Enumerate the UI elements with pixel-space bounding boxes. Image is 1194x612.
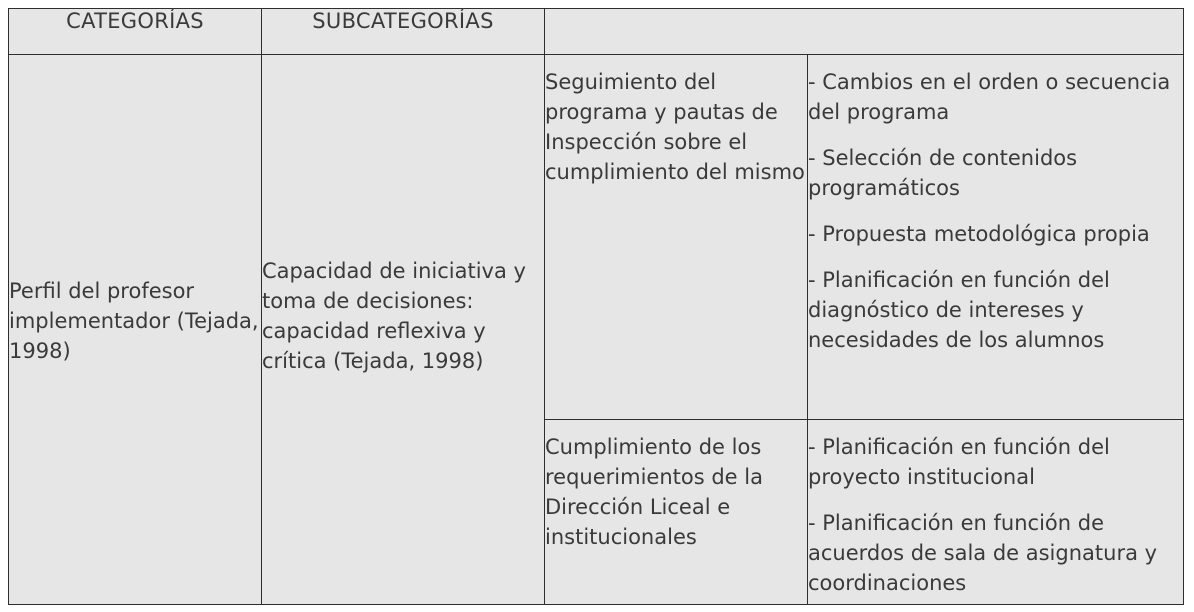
content-table [8, 8, 1184, 605]
indicator-item: - Selección de contenidos programáticos [808, 146, 1078, 200]
section-cell [545, 420, 808, 605]
subcategory-text: Capacidad de iniciativa y toma de decisiones: capacidad reflexiva y crítica (Tejada, 1998) [262, 258, 526, 373]
section-title: Seguimiento del programa y pautas de Inspección sobre el cumplimiento del mismo [545, 70, 805, 184]
table-row [9, 55, 1184, 420]
section-title: Cumplimiento de los requerimientos de la Dirección Liceal e institucionales [545, 435, 763, 549]
header-row [9, 9, 1184, 55]
indicator-item: - Planificación en función del proyecto institucional [808, 435, 1110, 489]
indicators-cell [808, 420, 1184, 605]
indicators-cell [808, 55, 1184, 420]
section-cell [545, 55, 808, 420]
indicator-item: - Planificación en función de acuerdos de sala de asignatura y coordinaciones [808, 511, 1158, 595]
indicator-item: - Propuesta metodológica propia [808, 222, 1150, 246]
header-categorias: CATEGORÍAS [9, 9, 262, 55]
indicator-item: - Cambios en el orden o secuencia del programa [808, 70, 1171, 124]
header-empty [545, 9, 1184, 55]
category-text: Perfil del profesor implementador (Tejada, 1998) [9, 278, 259, 363]
header-subcategorias: SUBCATEGORÍAS [262, 9, 545, 55]
category-cell [9, 55, 262, 605]
subcategory-cell [262, 55, 545, 605]
indicator-item: - Planificación en función del diagnóstico de intereses y necesidades de los alumnos [808, 268, 1110, 352]
